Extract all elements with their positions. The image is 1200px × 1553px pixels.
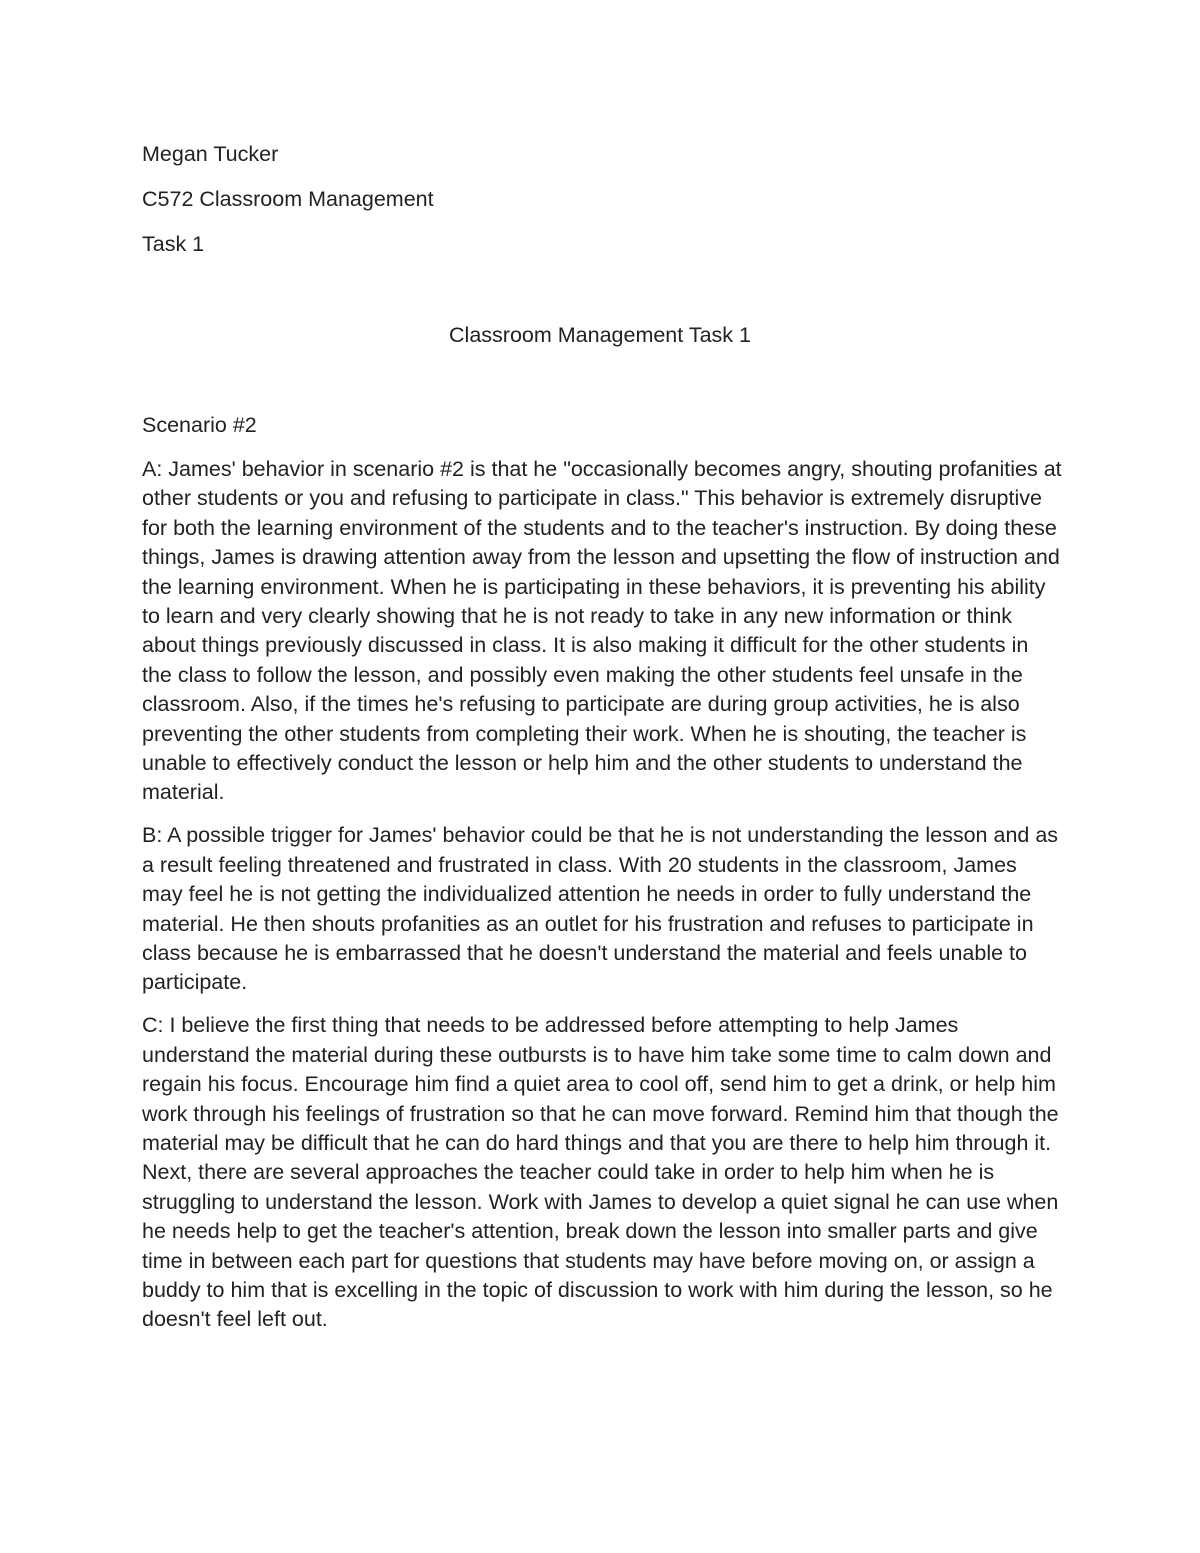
author-name: Megan Tucker	[142, 142, 279, 166]
paragraph-a: A: James' behavior in scenario #2 is that he "occasionally becomes angry, shouting profanities at other students or you and refusing to participate in class." This behavior is extremely disruptive for both the learning environment of the students and to the teacher's instruction. By doing these things, James is drawing attention away from the lesson and upsetting the flow of instruction and the learning environment. When he is participating in these behaviors, it is preventing his ability to learn and very clearly showing that he is not ready to take in any new information or think about things previously discussed in class. It is also making it difficult for the other students in the class to follow the lesson, and possibly even making the other students feel unsafe in the classroom. Also, if the times he's refusing to participate are during group activities, he is also preventing the other students from completing their work. When he is shouting, the teacher is unable to effectively conduct the lesson or help him and the other students to understand the material.	[142, 457, 1062, 805]
document-title: Classroom Management Task 1	[449, 323, 751, 347]
scenario-heading: Scenario #2	[142, 413, 257, 437]
body-section	[142, 455, 1062, 1348]
task-label: Task 1	[142, 231, 205, 256]
paragraph-b: B: A possible trigger for James' behavior could be that he is not understanding the lesson and as a result feeling threatened and frustrated in class. With 20 students in the classroom, James may feel he is not getting the individualized attention he needs in order to fully understand the material. He then shouts profanities as an outlet for his frustration and refuses to participate in class because he is embarrassed that he doesn't understand the material and feels unable to participate.	[142, 823, 1059, 995]
document-content	[142, 140, 1062, 1332]
course-name: C572 Classroom Management	[142, 186, 434, 211]
paragraph-c: C: I believe the first thing that needs to be addressed before attempting to help James understand the material during these outbursts is to have him take some time to calm down and regain his focus. Encourage him find a quiet area to cool off, send him to get a drink, or help him work through his feelings of frustration so that he can move forward. Remind him that though the material may be difficult that he can do hard things and that you are there to help him through it. Next, there are several approaches the teacher could take in order to help him when he is struggling to understand the lesson. Work with James to develop a quiet signal he can use when he needs help to get the teacher's attention, break down the lesson into smaller parts and give time in between each part for questions that students may have before moving on, or assign a buddy to him that is excelling in the topic of discussion to work with him during the lesson, so he doesn't feel left out.	[142, 1013, 1059, 1332]
